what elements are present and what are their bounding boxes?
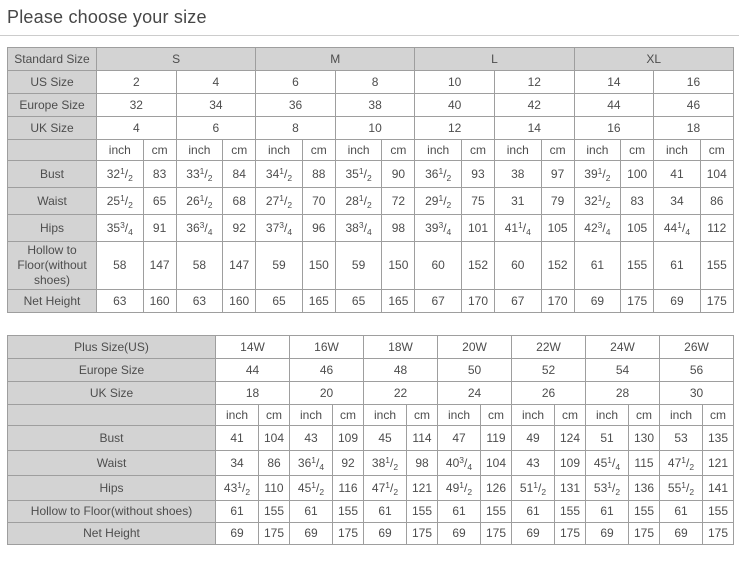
size-cell: 22W — [512, 336, 586, 359]
data-cell: 160 — [143, 290, 176, 313]
data-cell: 105 — [621, 215, 654, 242]
data-cell: 101 — [461, 215, 494, 242]
data-cell: 69 — [512, 523, 555, 545]
data-cell: 114 — [407, 426, 438, 451]
row-label-net-height: Net Height — [8, 523, 216, 545]
size-cell: 8 — [256, 117, 336, 140]
data-cell: 86 — [700, 188, 733, 215]
row-label-uk-size: UK Size — [8, 382, 216, 405]
page-title: Please choose your size — [7, 7, 207, 27]
data-cell: 61 — [216, 501, 259, 523]
unit-cell: cm — [143, 140, 176, 161]
data-cell: 165 — [382, 290, 415, 313]
data-cell: 92 — [333, 451, 364, 476]
standard-size-table — [7, 47, 734, 313]
data-cell: 41 — [216, 426, 259, 451]
data-cell: 91 — [143, 215, 176, 242]
data-cell: $44^1/_4$ — [654, 215, 701, 242]
data-cell: 150 — [382, 242, 415, 290]
size-cell: 18 — [216, 382, 290, 405]
data-cell: 116 — [333, 476, 364, 501]
row-us-size — [8, 71, 734, 94]
data-cell: $51^1/_2$ — [512, 476, 555, 501]
data-cell: 67 — [494, 290, 541, 313]
unit-cell: inch — [97, 140, 144, 161]
data-cell: 90 — [382, 161, 415, 188]
data-cell: 175 — [481, 523, 512, 545]
data-cell: $36^1/_2$ — [415, 161, 462, 188]
row-label-uk-size: UK Size — [8, 117, 97, 140]
data-cell: 93 — [461, 161, 494, 188]
data-cell: 109 — [333, 426, 364, 451]
row-label-hollow-to-floor-without-shoes: Hollow to Floor(without shoes) — [8, 242, 97, 290]
data-cell: 72 — [382, 188, 415, 215]
size-cell: 24W — [586, 336, 660, 359]
data-cell: $27^1/_2$ — [256, 188, 303, 215]
row-waist — [8, 451, 734, 476]
size-cell: 4 — [97, 117, 177, 140]
unit-cell: inch — [290, 405, 333, 426]
unit-cell: inch — [574, 140, 621, 161]
data-cell: $39^1/_2$ — [574, 161, 621, 188]
data-cell: $25^1/_2$ — [97, 188, 144, 215]
data-cell: 58 — [97, 242, 144, 290]
size-cell: 56 — [660, 359, 734, 382]
unit-cell: inch — [654, 140, 701, 161]
data-cell: $53^1/_2$ — [586, 476, 629, 501]
size-cell: 6 — [176, 117, 256, 140]
data-cell: 112 — [700, 215, 733, 242]
data-cell: 147 — [143, 242, 176, 290]
unit-cell: cm — [333, 405, 364, 426]
data-cell: 135 — [703, 426, 734, 451]
data-cell: 155 — [333, 501, 364, 523]
data-cell: 45 — [364, 426, 407, 451]
data-cell: 67 — [415, 290, 462, 313]
title-divider — [0, 35, 739, 36]
data-cell: 49 — [512, 426, 555, 451]
size-cell: 44 — [574, 94, 654, 117]
row-hollow-to-floor-without-shoes — [8, 242, 734, 290]
size-cell: 12 — [494, 71, 574, 94]
row-label-blank — [8, 140, 97, 161]
data-cell: 175 — [407, 523, 438, 545]
data-cell: 34 — [216, 451, 259, 476]
data-cell: 100 — [621, 161, 654, 188]
row-label-waist: Waist — [8, 451, 216, 476]
size-cell: 22 — [364, 382, 438, 405]
size-cell: 2 — [97, 71, 177, 94]
data-cell: $38^1/_2$ — [364, 451, 407, 476]
data-cell: 155 — [629, 501, 660, 523]
data-cell: 119 — [481, 426, 512, 451]
data-cell: 53 — [660, 426, 703, 451]
data-cell: $55^1/_2$ — [660, 476, 703, 501]
size-cell: 6 — [256, 71, 336, 94]
data-cell: $45^1/_2$ — [290, 476, 333, 501]
size-cell: 26 — [512, 382, 586, 405]
row-net-height — [8, 523, 734, 545]
data-cell: 70 — [302, 188, 335, 215]
size-cell: 12 — [415, 117, 495, 140]
data-cell: $28^1/_2$ — [335, 188, 382, 215]
data-cell: 69 — [586, 523, 629, 545]
data-cell: 152 — [461, 242, 494, 290]
size-cell: 8 — [335, 71, 415, 94]
size-cell: 14 — [494, 117, 574, 140]
data-cell: 38 — [494, 161, 541, 188]
row-label-blank — [8, 405, 216, 426]
data-cell: $38^3/_4$ — [335, 215, 382, 242]
unit-cell: inch — [415, 140, 462, 161]
data-cell: 147 — [223, 242, 256, 290]
data-cell: 83 — [621, 188, 654, 215]
data-cell: 131 — [555, 476, 586, 501]
row-label-hollow-to-floor-without-shoes: Hollow to Floor(without shoes) — [8, 501, 216, 523]
unit-cell: cm — [629, 405, 660, 426]
data-cell: 96 — [302, 215, 335, 242]
size-cell: 16W — [290, 336, 364, 359]
data-cell: 88 — [302, 161, 335, 188]
size-cell: 4 — [176, 71, 256, 94]
row-blank — [8, 405, 734, 426]
data-cell: 160 — [223, 290, 256, 313]
data-cell: 47 — [438, 426, 481, 451]
data-cell: 61 — [512, 501, 555, 523]
size-cell: 42 — [494, 94, 574, 117]
unit-cell: inch — [586, 405, 629, 426]
data-cell: 58 — [176, 242, 223, 290]
unit-cell: cm — [621, 140, 654, 161]
row-label-bust: Bust — [8, 426, 216, 451]
data-cell: 60 — [415, 242, 462, 290]
data-cell: 136 — [629, 476, 660, 501]
data-cell: 98 — [382, 215, 415, 242]
data-cell: $35^1/_2$ — [335, 161, 382, 188]
data-cell: 69 — [290, 523, 333, 545]
data-cell: 65 — [143, 188, 176, 215]
data-cell: $37^3/_4$ — [256, 215, 303, 242]
data-cell: 59 — [335, 242, 382, 290]
size-group-cell: L — [415, 48, 574, 71]
data-cell: 121 — [703, 451, 734, 476]
data-cell: 69 — [438, 523, 481, 545]
data-cell: $47^1/_2$ — [660, 451, 703, 476]
data-cell: 61 — [660, 501, 703, 523]
unit-cell: inch — [438, 405, 481, 426]
data-cell: 155 — [481, 501, 512, 523]
data-cell: 43 — [512, 451, 555, 476]
data-cell: 83 — [143, 161, 176, 188]
data-cell: $26^1/_2$ — [176, 188, 223, 215]
unit-cell: inch — [660, 405, 703, 426]
size-cell: 50 — [438, 359, 512, 382]
data-cell: 63 — [97, 290, 144, 313]
data-cell: 175 — [700, 290, 733, 313]
size-cell: 44 — [216, 359, 290, 382]
data-cell: 124 — [555, 426, 586, 451]
data-cell: 175 — [555, 523, 586, 545]
row-europe-size — [8, 359, 734, 382]
size-cell: 14 — [574, 71, 654, 94]
size-guide-page — [0, 7, 739, 545]
row-label-waist: Waist — [8, 188, 97, 215]
size-cell: 28 — [586, 382, 660, 405]
data-cell: 92 — [223, 215, 256, 242]
size-cell: 18 — [654, 117, 734, 140]
data-cell: 175 — [629, 523, 660, 545]
row-standard-size — [8, 48, 734, 71]
data-cell: 79 — [541, 188, 574, 215]
unit-cell: inch — [335, 140, 382, 161]
data-cell: 175 — [333, 523, 364, 545]
size-cell: 46 — [290, 359, 364, 382]
row-blank — [8, 140, 734, 161]
size-cell: 18W — [364, 336, 438, 359]
row-hollow-to-floor-without-shoes — [8, 501, 734, 523]
data-cell: 68 — [223, 188, 256, 215]
data-cell: 175 — [259, 523, 290, 545]
data-cell: 61 — [654, 242, 701, 290]
data-cell: 155 — [700, 242, 733, 290]
data-cell: 155 — [259, 501, 290, 523]
size-cell: 54 — [586, 359, 660, 382]
row-label-plus-size-us: Plus Size(US) — [8, 336, 216, 359]
data-cell: 121 — [407, 476, 438, 501]
data-cell: 97 — [541, 161, 574, 188]
size-cell: 10 — [415, 71, 495, 94]
data-cell: 141 — [703, 476, 734, 501]
data-cell: 60 — [494, 242, 541, 290]
row-label-europe-size: Europe Size — [8, 94, 97, 117]
data-cell: $36^3/_4$ — [176, 215, 223, 242]
size-cell: 34 — [176, 94, 256, 117]
data-cell: 51 — [586, 426, 629, 451]
data-cell: 69 — [364, 523, 407, 545]
data-cell: 155 — [407, 501, 438, 523]
row-label-us-size: US Size — [8, 71, 97, 94]
data-cell: 61 — [586, 501, 629, 523]
data-cell: $49^1/_2$ — [438, 476, 481, 501]
data-cell: 175 — [703, 523, 734, 545]
row-uk-size — [8, 117, 734, 140]
row-waist — [8, 188, 734, 215]
unit-cell: cm — [302, 140, 335, 161]
data-cell: 130 — [629, 426, 660, 451]
unit-cell: inch — [256, 140, 303, 161]
data-cell: 84 — [223, 161, 256, 188]
plus-size-table — [7, 335, 734, 545]
data-cell: 43 — [290, 426, 333, 451]
unit-cell: cm — [407, 405, 438, 426]
size-group-cell: M — [256, 48, 415, 71]
size-group-cell: XL — [574, 48, 733, 71]
data-cell: $36^1/_4$ — [290, 451, 333, 476]
row-hips — [8, 215, 734, 242]
data-cell: 152 — [541, 242, 574, 290]
data-cell: $32^1/_2$ — [97, 161, 144, 188]
row-label-bust: Bust — [8, 161, 97, 188]
unit-cell: cm — [541, 140, 574, 161]
data-cell: 75 — [461, 188, 494, 215]
size-cell: 36 — [256, 94, 336, 117]
data-cell: $43^1/_2$ — [216, 476, 259, 501]
data-cell: 63 — [176, 290, 223, 313]
row-hips — [8, 476, 734, 501]
row-bust — [8, 426, 734, 451]
unit-cell: cm — [259, 405, 290, 426]
row-plus-size-us — [8, 336, 734, 359]
data-cell: 61 — [574, 242, 621, 290]
unit-cell: inch — [512, 405, 555, 426]
data-cell: 115 — [629, 451, 660, 476]
row-uk-size — [8, 382, 734, 405]
data-cell: 61 — [364, 501, 407, 523]
data-cell: 86 — [259, 451, 290, 476]
size-cell: 14W — [216, 336, 290, 359]
data-cell: 155 — [621, 242, 654, 290]
data-cell: $33^1/_2$ — [176, 161, 223, 188]
data-cell: 155 — [703, 501, 734, 523]
data-cell: $41^1/_4$ — [494, 215, 541, 242]
data-cell: 31 — [494, 188, 541, 215]
row-bust — [8, 161, 734, 188]
data-cell: 104 — [481, 451, 512, 476]
size-cell: 38 — [335, 94, 415, 117]
row-europe-size — [8, 94, 734, 117]
unit-cell: cm — [700, 140, 733, 161]
size-cell: 24 — [438, 382, 512, 405]
data-cell: $29^1/_2$ — [415, 188, 462, 215]
data-cell: 69 — [574, 290, 621, 313]
size-cell: 26W — [660, 336, 734, 359]
row-label-standard-size: Standard Size — [8, 48, 97, 71]
size-cell: 48 — [364, 359, 438, 382]
unit-cell: cm — [223, 140, 256, 161]
size-cell: 46 — [654, 94, 734, 117]
data-cell: 170 — [461, 290, 494, 313]
size-cell: 16 — [574, 117, 654, 140]
unit-cell: cm — [382, 140, 415, 161]
unit-cell: cm — [481, 405, 512, 426]
data-cell: $40^3/_4$ — [438, 451, 481, 476]
unit-cell: inch — [364, 405, 407, 426]
unit-cell: cm — [555, 405, 586, 426]
row-label-net-height: Net Height — [8, 290, 97, 313]
row-label-hips: Hips — [8, 476, 216, 501]
data-cell: 175 — [621, 290, 654, 313]
size-cell: 30 — [660, 382, 734, 405]
unit-cell: cm — [703, 405, 734, 426]
data-cell: 104 — [700, 161, 733, 188]
data-cell: 155 — [555, 501, 586, 523]
unit-cell: cm — [461, 140, 494, 161]
data-cell: $39^3/_4$ — [415, 215, 462, 242]
row-net-height — [8, 290, 734, 313]
data-cell: 65 — [335, 290, 382, 313]
data-cell: 61 — [290, 501, 333, 523]
data-cell: 170 — [541, 290, 574, 313]
row-label-hips: Hips — [8, 215, 97, 242]
data-cell: 165 — [302, 290, 335, 313]
data-cell: 41 — [654, 161, 701, 188]
data-cell: 69 — [654, 290, 701, 313]
size-cell: 20 — [290, 382, 364, 405]
data-cell: 61 — [438, 501, 481, 523]
data-cell: 69 — [660, 523, 703, 545]
data-cell: 110 — [259, 476, 290, 501]
data-cell: $45^1/_4$ — [586, 451, 629, 476]
data-cell: $42^3/_4$ — [574, 215, 621, 242]
data-cell: 109 — [555, 451, 586, 476]
data-cell: $47^1/_2$ — [364, 476, 407, 501]
unit-cell: inch — [176, 140, 223, 161]
data-cell: 150 — [302, 242, 335, 290]
data-cell: $34^1/_2$ — [256, 161, 303, 188]
size-cell: 52 — [512, 359, 586, 382]
data-cell: 65 — [256, 290, 303, 313]
data-cell: $35^3/_4$ — [97, 215, 144, 242]
data-cell: $32^1/_2$ — [574, 188, 621, 215]
row-label-europe-size: Europe Size — [8, 359, 216, 382]
data-cell: 34 — [654, 188, 701, 215]
data-cell: 59 — [256, 242, 303, 290]
data-cell: 98 — [407, 451, 438, 476]
size-group-cell: S — [97, 48, 256, 71]
size-cell: 32 — [97, 94, 177, 117]
data-cell: 104 — [259, 426, 290, 451]
data-cell: 126 — [481, 476, 512, 501]
size-cell: 20W — [438, 336, 512, 359]
size-cell: 10 — [335, 117, 415, 140]
data-cell: 105 — [541, 215, 574, 242]
size-cell: 16 — [654, 71, 734, 94]
size-cell: 40 — [415, 94, 495, 117]
data-cell: 69 — [216, 523, 259, 545]
unit-cell: inch — [494, 140, 541, 161]
unit-cell: inch — [216, 405, 259, 426]
